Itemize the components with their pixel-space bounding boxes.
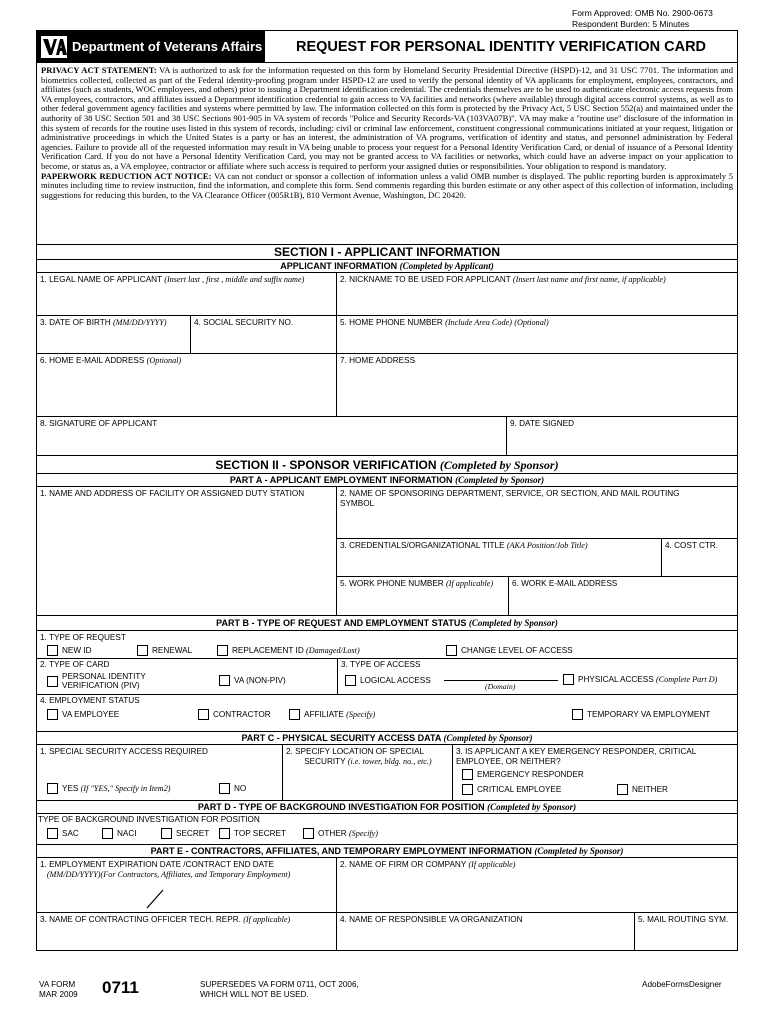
b1-label: 1. TYPE OF REQUEST — [40, 633, 126, 642]
va-logo-icon — [41, 36, 67, 58]
b4-contractor-option[interactable]: CONTRACTOR — [198, 709, 271, 720]
b1-replacement-option[interactable]: REPLACEMENT ID (Damaged/Lost) — [217, 645, 360, 656]
form-approved: Form Approved: OMB No. 2900-0673 — [572, 8, 713, 18]
pra-text: VA can not conduct or sponsor a collection of information unless a valid OMB number is displayed. The public reporting burden is approximately 5 minutes including time to review instruction, find the information, and complete this form. Send comments regarding this burden estimate or any other aspect of this collection of information, including suggestions for reducing this burden, to the VA Clearance Officer (005R1B), 810 Vermont Avenue, Washington, DC 20420. — [41, 170, 733, 200]
field-work-email[interactable]: 6. WORK E-MAIL ADDRESS — [512, 579, 618, 588]
partA-row3 — [337, 539, 737, 577]
checkbox[interactable] — [446, 645, 457, 656]
form-footer — [36, 980, 738, 1010]
checkbox[interactable] — [217, 645, 228, 656]
checkbox[interactable] — [47, 709, 58, 720]
row-name — [37, 273, 737, 316]
field-facility[interactable]: 1. NAME AND ADDRESS OF FACILITY OR ASSIGNED DUTY STATION — [37, 487, 337, 615]
partA-title: PART A - APPLICANT EMPLOYMENT INFORMATION (Completed by Sponsor) — [37, 474, 737, 487]
partC-block — [37, 745, 737, 801]
checkbox[interactable] — [289, 709, 300, 720]
field-home-phone[interactable]: 5. HOME PHONE NUMBER (Include Area Code) (Optional) — [340, 318, 549, 327]
d-label: TYPE OF BACKGROUND INVESTIGATION FOR POSITION — [38, 815, 260, 824]
checkbox[interactable] — [617, 784, 628, 795]
respondent-burden: Respondent Burden: 5 Minutes — [572, 19, 690, 29]
checkbox[interactable] — [161, 828, 172, 839]
privacy-text: VA is authorized to ask for the information requested on this form by Homeland Security Presidential Directive (HSPD)-12, and 31 USC 7701. The information and biometrics collected, collected as part of the Federal identity-proofing program under HSPD-12 are used to verify the personal identity of VA applicants for employment, employees, contractors, and affiliates (such as students, WOC employees, and others) prior to issuing a Department identification credential. The credentials themselves are to be used to authenticate electronic access requests from VA employees, contractors, and affiliates issued a Department identification credential to gain access to VA facilities and networks (where available) through digital access control systems, as well as to other federal government agency facilities and systems where permitted by law. The information collected on this form is protected by the Privacy Act, 5 USC Section 552(a) and maintained under the authority of 38 USC Section 501 and 38 USC Sections 901-905 in VA system of records "Police and Security Records-VA (103VA07B)". VA may make a "routine use" disclosure of the information in this system of records for the routine uses listed in this system of records, including: civil or criminal law enforcement, constituent congressional communications initiated at your request, litigation or administrative proceedings in which the United States is a party or has an interest, the administration of VA programs, verification of identity and status, and personnel administration by Federal agencies. Failure to provide all of the requested information may result in VA being unable to process your request for a Personal Identity Verification Card, or denial of issuance of a Personal Identity Verification Card. If you do not have a Personal Identity Verification Card, you may not be granted access to VA facilities or networks, which could have an adverse impact on your application to become, or status as, a VA employee, contractor or affiliate where such access is required to perform your assigned duties or responsibilities. Your obligation to respond is mandatory. — [41, 65, 734, 171]
field-sponsoring-dept[interactable]: 2. NAME OF SPONSORING DEPARTMENT, SERVICE, OR SECTION, AND MAIL ROUTING SYMBOL — [337, 487, 737, 539]
checkbox[interactable] — [563, 674, 574, 685]
privacy-label: PRIVACY ACT STATEMENT: — [41, 65, 157, 75]
checkbox[interactable] — [462, 769, 473, 780]
d-other-option[interactable]: OTHER (Specify) — [303, 828, 378, 839]
field-home-address[interactable]: 7. HOME ADDRESS — [340, 356, 416, 365]
field-legal-name[interactable]: 1. LEGAL NAME OF APPLICANT (Insert last , first , middle and suffix name) — [37, 273, 337, 315]
checkbox[interactable] — [47, 783, 58, 794]
section1-subtitle: APPLICANT INFORMATION (Completed by Applicant) — [37, 260, 737, 273]
d-naci-option[interactable]: NACI — [102, 828, 137, 839]
field-expiration-date[interactable]: 1. EMPLOYMENT EXPIRATION DATE /CONTRACT END DATE (MM/DD/YYYY)(For Contractors, Affiliates, and Temporary Employment) — [37, 858, 337, 912]
form-frame — [36, 30, 738, 951]
supersedes-note: SUPERSEDES VA FORM 0711, OCT 2006, WHICH WILL NOT BE USED. — [200, 980, 359, 999]
partA-block — [37, 487, 737, 616]
field-dob[interactable]: 3. DATE OF BIRTH (MM/DD/YYYY) — [37, 316, 191, 353]
c1-yes-option[interactable]: YES (If "YES," Specify in Item2) — [47, 783, 171, 794]
partE-title: PART E - CONTRACTORS, AFFILIATES, AND TEMPORARY EMPLOYMENT INFORMATION (Completed by Sponsor) — [37, 845, 737, 858]
section2-title: SECTION II - SPONSOR VERIFICATION (Completed by Sponsor) — [37, 456, 737, 474]
row-email — [37, 354, 737, 417]
divider — [282, 745, 283, 801]
section1-title: SECTION I - APPLICANT INFORMATION — [37, 245, 737, 260]
c2-label: 2. SPECIFY LOCATION OF SPECIAL SECURITY (i.e. tower, bldg. no., etc.) — [286, 747, 432, 766]
b2-nonpiv-option[interactable]: VA (NON-PIV) — [219, 675, 286, 686]
field-mail-routing[interactable]: 5. MAIL ROUTING SYM. — [638, 915, 729, 924]
partE-row1 — [37, 858, 737, 913]
checkbox[interactable] — [219, 675, 230, 686]
checkbox[interactable] — [572, 709, 583, 720]
c3-critical-option[interactable]: CRITICAL EMPLOYEE — [462, 784, 561, 795]
checkbox[interactable] — [462, 784, 473, 795]
privacy-statement — [37, 63, 737, 245]
partA-right — [337, 487, 737, 615]
checkbox[interactable] — [303, 828, 314, 839]
department-banner — [37, 31, 265, 62]
field-firm-name[interactable]: 2. NAME OF FIRM OR COMPANY (If applicable) — [340, 860, 516, 869]
checkbox[interactable] — [345, 675, 356, 686]
divider — [37, 658, 737, 659]
d-topsecret-option[interactable]: TOP SECRET — [219, 828, 286, 839]
b3-label: 3. TYPE OF ACCESS — [341, 660, 421, 669]
form-title: REQUEST FOR PERSONAL IDENTITY VERIFICATION CARD — [295, 38, 707, 55]
partB-title: PART B - TYPE OF REQUEST AND EMPLOYMENT STATUS (Completed by Sponsor) — [37, 616, 737, 631]
c3-emergency-option[interactable]: EMERGENCY RESPONDER — [462, 769, 584, 780]
checkbox[interactable] — [219, 828, 230, 839]
field-home-email[interactable]: 6. HOME E-MAIL ADDRESS (Optional) — [37, 354, 337, 416]
partD-block — [37, 814, 737, 845]
field-cotr-name[interactable]: 3. NAME OF CONTRACTING OFFICER TECH. REPR. (If applicable) — [37, 913, 337, 950]
partD-title: PART D - TYPE OF BACKGROUND INVESTIGATION FOR POSITION (Completed by Sponsor) — [37, 801, 737, 814]
checkbox[interactable] — [219, 783, 230, 794]
checkbox[interactable] — [137, 645, 148, 656]
partC-title: PART C - PHYSICAL SECURITY ACCESS DATA (Completed by Sponsor) — [37, 732, 737, 745]
partA-row5 — [337, 577, 737, 615]
d-secret-option[interactable]: SECRET — [161, 828, 209, 839]
field-va-organization[interactable]: 4. NAME OF RESPONSIBLE VA ORGANIZATION — [337, 913, 635, 950]
b4-affiliate-option[interactable]: AFFILIATE (Specify) — [289, 709, 375, 720]
b2-piv-option[interactable]: PERSONAL IDENTITY VERIFICATION (PIV) — [47, 672, 146, 690]
divider — [37, 694, 737, 695]
checkbox[interactable] — [47, 645, 58, 656]
designer-label: AdobeFormsDesigner — [642, 980, 722, 989]
partB-block — [37, 631, 737, 732]
pra-label: PAPERWORK REDUCTION ACT NOTICE: — [41, 170, 212, 181]
domain-label: (Domain) — [485, 682, 516, 691]
c1-label: 1. SPECIAL SECURITY ACCESS REQUIRED — [40, 747, 208, 756]
field-date-signed[interactable]: 9. DATE SIGNED — [510, 419, 574, 428]
b4-va-option[interactable]: VA EMPLOYEE — [47, 709, 119, 720]
field-credentials[interactable]: 3. CREDENTIALS/ORGANIZATIONAL TITLE (AKA Position/Job Title) — [337, 539, 662, 576]
department-name: Department of Veterans Affairs — [72, 39, 263, 54]
partE-row2 — [37, 913, 737, 950]
d-sac-option[interactable]: SAC — [47, 828, 79, 839]
c1-no-option[interactable]: NO — [219, 783, 246, 794]
divider — [337, 658, 338, 694]
c3-label: 3. IS APPLICANT A KEY EMERGENCY RESPONDER, CRITICAL EMPLOYEE, OR NEITHER? — [456, 747, 697, 766]
b1-new-option[interactable]: NEW ID — [47, 645, 92, 656]
field-signature[interactable]: 8. SIGNATURE OF APPLICANT — [37, 417, 507, 455]
b2-label: 2. TYPE OF CARD — [40, 660, 110, 669]
field-work-phone[interactable]: 5. WORK PHONE NUMBER (If applicable) — [337, 577, 509, 615]
b1-change-option[interactable]: CHANGE LEVEL OF ACCESS — [446, 645, 573, 656]
b3-logical-option[interactable]: LOGICAL ACCESS — [345, 675, 431, 686]
form-number: 0711 — [102, 978, 139, 997]
checkbox[interactable] — [198, 709, 209, 720]
va-form-label: VA FORM MAR 2009 — [39, 980, 78, 999]
b4-label: 4. EMPLOYMENT STATUS — [40, 696, 140, 705]
domain-line — [444, 680, 558, 681]
checkbox[interactable] — [47, 676, 58, 687]
b4-temp-option[interactable]: TEMPORARY VA EMPLOYMENT — [572, 709, 710, 720]
checkbox[interactable] — [47, 828, 58, 839]
row-dob — [37, 316, 737, 354]
field-ssn[interactable]: 4. SOCIAL SECURITY NO. — [191, 316, 337, 353]
checkbox[interactable] — [102, 828, 113, 839]
row-signature — [37, 417, 737, 456]
b3-physical-option[interactable]: PHYSICAL ACCESS (Complete Part D) — [563, 674, 717, 685]
omb-info — [572, 8, 713, 30]
c3-neither-option[interactable]: NEITHER — [617, 784, 668, 795]
b1-renewal-option[interactable]: RENEWAL — [137, 645, 192, 656]
divider — [452, 745, 453, 801]
date-mark — [145, 888, 165, 910]
form-header — [37, 31, 737, 63]
field-nickname[interactable]: 2. NICKNAME TO BE USED FOR APPLICANT (Insert last name and first name, if applicable) — [340, 275, 666, 284]
field-cost-center[interactable]: 4. COST CTR. — [665, 541, 719, 550]
